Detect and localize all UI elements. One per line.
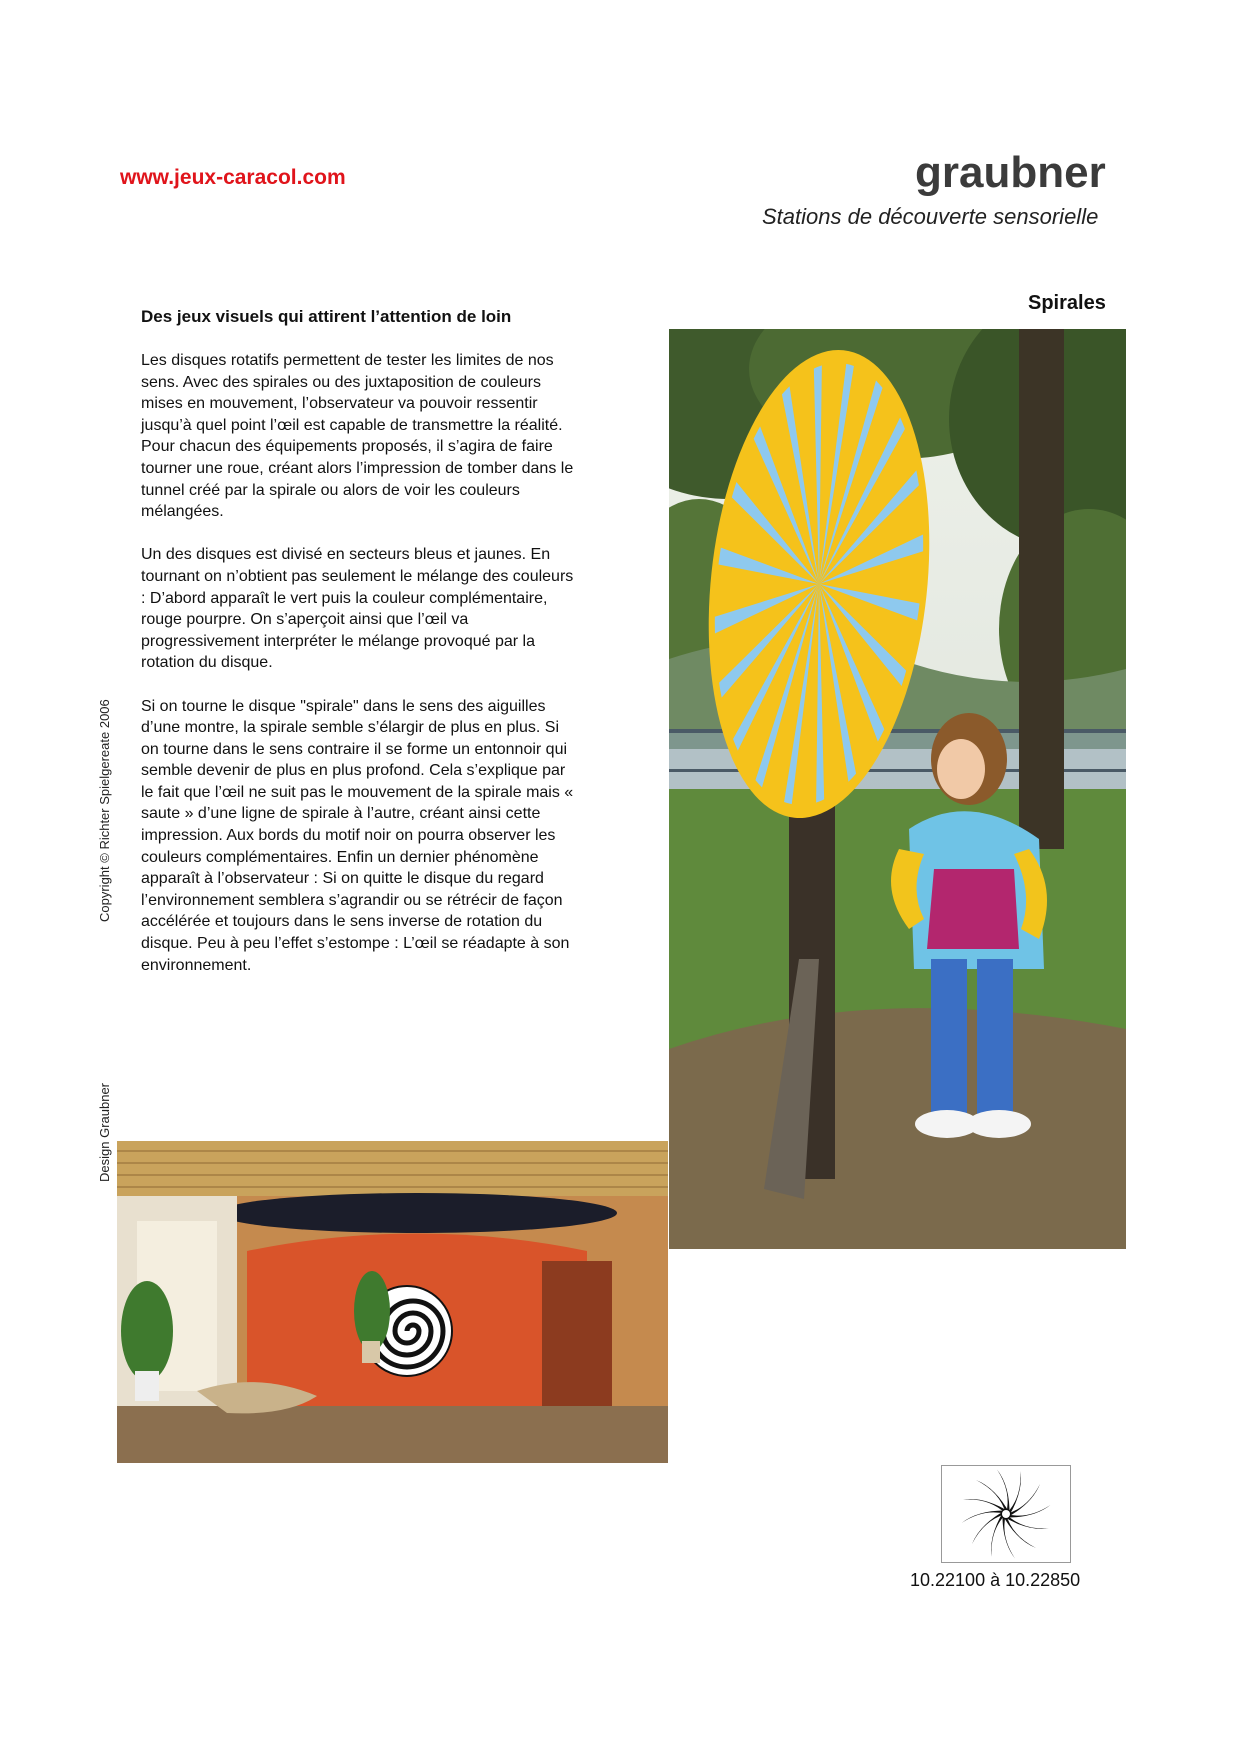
paragraph-spiral-disc: Si on tourne le disque "spirale" dans le sens des aiguilles d’une montre, la spirale semble s’élargir de plus en plus. Si on tourne dans le sens contraire il se forme un entonnoir qui semble devenir de plus en plus profond. Cela s’explique par le fait que l’œil ne suit pas le mouvement de la spirale mais « saute » d’une ligne de spirale à l’autre, créant ainsi cette impression. Aux bords du motif noir on pourra observer les couleurs complémentaires. Enfin un dernier phénomène apparaît à l’observateur : Si on quitte le disque du regard l’environnement semblera s’agrandir ou se rétrécir de façon accélérée et toujours dans le sens inverse de rotation du disque. Peu à peu l’effet s’estompe : L’œil se réadapte à son environnement. — [141, 697, 574, 974]
spiral-logo-icon — [942, 1466, 1070, 1562]
spiral-arm — [963, 1483, 1009, 1529]
paragraph-intro: Les disques rotatifs permettent de tester les limites de nos sens. Avec des spirales ou des juxtaposition de couleurs mises en mouvement, l’observateur va pouvoir ressentir jusqu’à quel point l’œil est capable de transmettre la réalité. Pour chacun des équipements proposés, il s’agira de faire tourner une roue, créant alors l’impression de tomber dans le tunnel créé par la spirale ou alors de voir les couleurs mélangées. — [141, 352, 574, 521]
section-title: Spirales — [1028, 292, 1106, 314]
headline: Des jeux visuels qui attirent l’attention de loin — [141, 307, 512, 326]
photo-child-with-disc — [669, 329, 1126, 1249]
spiral-logo — [941, 1465, 1071, 1563]
page-subtitle: Stations de découverte sensorielle — [762, 204, 1099, 229]
spiral-arm — [1003, 1499, 1049, 1545]
paragraph-colour-disc: Un des disques est divisé en secteurs bleus et jaunes. En tournant on n’obtient pas seulement le mélange des couleurs : D’abord apparaît le vert puis la couleur complémentaire, rouge pourpre. On s’aperçoit ainsi que l’œil va progressivement interpréter le mélange provoqué par la rotation du disque. — [141, 546, 574, 672]
spiral-arm — [991, 1471, 1037, 1517]
product-code: 10.22100 à 10.22850 — [910, 1570, 1081, 1590]
copyright-note: Copyright © Richter Spielgereate 2006 — [97, 699, 112, 922]
body-text — [141, 350, 581, 998]
photo-lobby-with-spiral — [117, 1141, 668, 1463]
photo-lobby-illustration — [117, 1141, 668, 1463]
photo-child-illustration — [669, 329, 1126, 1249]
website-link[interactable]: www.jeux-caracol.com — [120, 166, 346, 189]
design-credit: Design Graubner — [97, 1083, 112, 1182]
graubner-logo: graubner — [915, 148, 1106, 197]
spiral-arm — [975, 1511, 1021, 1557]
